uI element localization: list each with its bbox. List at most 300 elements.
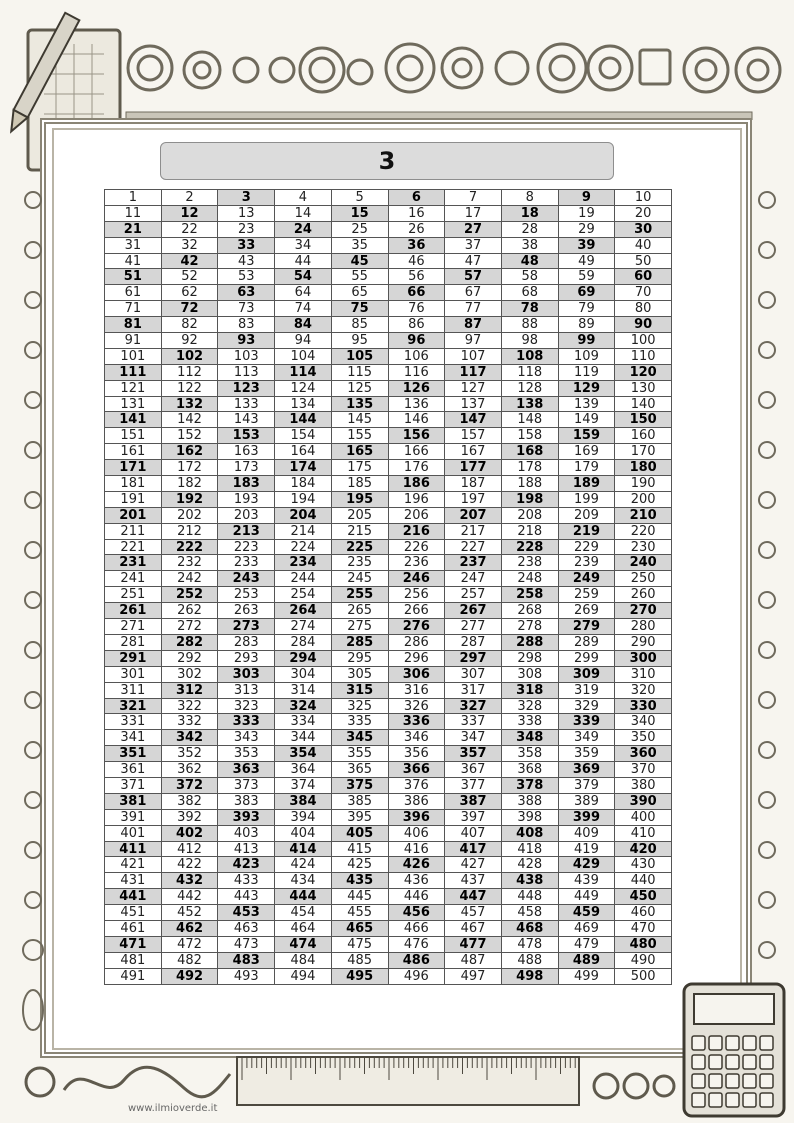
multiple-cell: 12 [162, 206, 219, 222]
number-cell: 13 [218, 206, 275, 222]
multiple-cell: 147 [445, 412, 502, 428]
number-cell: 355 [332, 746, 389, 762]
multiple-cell: 441 [105, 889, 162, 905]
multiple-cell: 336 [389, 714, 446, 730]
multiple-cell: 114 [275, 365, 332, 381]
number-cell: 238 [502, 555, 559, 571]
number-cell: 293 [218, 651, 275, 667]
number-cell: 401 [105, 826, 162, 842]
number-cell: 412 [162, 842, 219, 858]
number-cell: 296 [389, 651, 446, 667]
number-cell: 400 [615, 810, 672, 826]
multiple-cell: 222 [162, 540, 219, 556]
number-cell: 373 [218, 778, 275, 794]
number-cell: 251 [105, 587, 162, 603]
number-cell: 76 [389, 301, 446, 317]
multiple-cell: 297 [445, 651, 502, 667]
multiple-cell: 57 [445, 269, 502, 285]
number-cell: 88 [502, 317, 559, 333]
multiple-cell: 135 [332, 397, 389, 413]
number-cell: 416 [389, 842, 446, 858]
multiple-cell: 330 [615, 699, 672, 715]
number-cell: 419 [559, 842, 616, 858]
number-cell: 113 [218, 365, 275, 381]
number-cell: 464 [275, 921, 332, 937]
number-cell: 130 [615, 381, 672, 397]
number-cell: 106 [389, 349, 446, 365]
number-cell: 50 [615, 254, 672, 270]
number-cell: 350 [615, 730, 672, 746]
multiple-cell: 390 [615, 794, 672, 810]
multiple-cell: 318 [502, 683, 559, 699]
multiple-cell: 177 [445, 460, 502, 476]
multiple-cell: 324 [275, 699, 332, 715]
number-grid [104, 189, 672, 985]
multiple-cell: 15 [332, 206, 389, 222]
number-cell: 205 [332, 508, 389, 524]
number-cell: 266 [389, 603, 446, 619]
multiple-cell: 132 [162, 397, 219, 413]
multiple-cell: 3 [218, 190, 275, 206]
number-cell: 253 [218, 587, 275, 603]
multiple-cell: 483 [218, 953, 275, 969]
multiple-cell: 267 [445, 603, 502, 619]
multiple-cell: 78 [502, 301, 559, 317]
number-cell: 140 [615, 397, 672, 413]
bottom-right-ornament [588, 1068, 680, 1104]
number-cell: 89 [559, 317, 616, 333]
number-cell: 241 [105, 571, 162, 587]
multiple-cell: 375 [332, 778, 389, 794]
number-cell: 421 [105, 857, 162, 873]
multiple-cell: 174 [275, 460, 332, 476]
number-cell: 230 [615, 540, 672, 556]
number-cell: 185 [332, 476, 389, 492]
number-cell: 328 [502, 699, 559, 715]
multiple-cell: 153 [218, 428, 275, 444]
multiple-cell: 384 [275, 794, 332, 810]
multiple-cell: 243 [218, 571, 275, 587]
number-cell: 77 [445, 301, 502, 317]
multiple-cell: 360 [615, 746, 672, 762]
number-cell: 121 [105, 381, 162, 397]
multiple-cell: 138 [502, 397, 559, 413]
number-cell: 352 [162, 746, 219, 762]
title-box [160, 142, 614, 180]
number-cell: 403 [218, 826, 275, 842]
number-cell: 487 [445, 953, 502, 969]
multiple-cell: 486 [389, 953, 446, 969]
multiple-cell: 279 [559, 619, 616, 635]
number-cell: 19 [559, 206, 616, 222]
number-cell: 137 [445, 397, 502, 413]
number-cell: 208 [502, 508, 559, 524]
number-cell: 98 [502, 333, 559, 349]
number-cell: 223 [218, 540, 275, 556]
number-cell: 440 [615, 873, 672, 889]
number-cell: 119 [559, 365, 616, 381]
number-cell: 226 [389, 540, 446, 556]
right-ornament-column [752, 180, 782, 1040]
number-cell: 331 [105, 714, 162, 730]
number-cell: 418 [502, 842, 559, 858]
multiple-cell: 426 [389, 857, 446, 873]
number-cell: 47 [445, 254, 502, 270]
number-cell: 151 [105, 428, 162, 444]
multiple-cell: 36 [389, 238, 446, 254]
multiple-cell: 327 [445, 699, 502, 715]
multiple-cell: 168 [502, 444, 559, 460]
number-cell: 167 [445, 444, 502, 460]
number-cell: 359 [559, 746, 616, 762]
number-cell: 475 [332, 937, 389, 953]
number-cell: 109 [559, 349, 616, 365]
number-cell: 308 [502, 667, 559, 683]
multiple-cell: 474 [275, 937, 332, 953]
number-cell: 274 [275, 619, 332, 635]
number-cell: 458 [502, 905, 559, 921]
multiple-cell: 75 [332, 301, 389, 317]
multiple-cell: 291 [105, 651, 162, 667]
number-cell: 25 [332, 222, 389, 238]
multiple-cell: 489 [559, 953, 616, 969]
multiple-cell: 96 [389, 333, 446, 349]
number-cell: 385 [332, 794, 389, 810]
number-cell: 107 [445, 349, 502, 365]
number-cell: 413 [218, 842, 275, 858]
number-cell: 272 [162, 619, 219, 635]
number-cell: 184 [275, 476, 332, 492]
multiple-cell: 468 [502, 921, 559, 937]
number-cell: 484 [275, 953, 332, 969]
number-cell: 92 [162, 333, 219, 349]
tribal-ornament-icon [24, 1060, 234, 1104]
multiple-cell: 6 [389, 190, 446, 206]
multiple-cell: 459 [559, 905, 616, 921]
number-cell: 221 [105, 540, 162, 556]
multiple-cell: 210 [615, 508, 672, 524]
number-cell: 128 [502, 381, 559, 397]
number-cell: 356 [389, 746, 446, 762]
multiple-cell: 99 [559, 333, 616, 349]
number-cell: 320 [615, 683, 672, 699]
number-cell: 329 [559, 699, 616, 715]
number-cell: 277 [445, 619, 502, 635]
number-cell: 23 [218, 222, 275, 238]
number-cell: 175 [332, 460, 389, 476]
number-cell: 5 [332, 190, 389, 206]
website-url: www.ilmioverde.it [128, 1103, 218, 1114]
number-cell: 319 [559, 683, 616, 699]
number-cell: 437 [445, 873, 502, 889]
number-cell: 200 [615, 492, 672, 508]
number-cell: 260 [615, 587, 672, 603]
multiple-cell: 150 [615, 412, 672, 428]
number-cell: 143 [218, 412, 275, 428]
number-cell: 365 [332, 762, 389, 778]
multiple-cell: 111 [105, 365, 162, 381]
number-cell: 40 [615, 238, 672, 254]
number-cell: 397 [445, 810, 502, 826]
number-cell: 347 [445, 730, 502, 746]
multiple-cell: 321 [105, 699, 162, 715]
number-cell: 410 [615, 826, 672, 842]
multiple-cell: 159 [559, 428, 616, 444]
number-cell: 380 [615, 778, 672, 794]
number-cell: 157 [445, 428, 502, 444]
multiple-cell: 450 [615, 889, 672, 905]
number-cell: 332 [162, 714, 219, 730]
number-cell: 460 [615, 905, 672, 921]
multiple-cell: 231 [105, 555, 162, 571]
multiple-cell: 306 [389, 667, 446, 683]
multiple-cell: 33 [218, 238, 275, 254]
number-cell: 154 [275, 428, 332, 444]
calculator-icon [682, 982, 786, 1118]
number-cell: 295 [332, 651, 389, 667]
number-cell: 407 [445, 826, 502, 842]
multiple-cell: 105 [332, 349, 389, 365]
number-cell: 497 [445, 969, 502, 985]
number-cell: 215 [332, 524, 389, 540]
multiple-cell: 294 [275, 651, 332, 667]
multiple-cell: 186 [389, 476, 446, 492]
number-cell: 1 [105, 190, 162, 206]
multiple-cell: 129 [559, 381, 616, 397]
number-cell: 148 [502, 412, 559, 428]
number-cell: 232 [162, 555, 219, 571]
number-cell: 83 [218, 317, 275, 333]
number-cell: 496 [389, 969, 446, 985]
number-cell: 169 [559, 444, 616, 460]
multiple-cell: 411 [105, 842, 162, 858]
multiple-cell: 270 [615, 603, 672, 619]
multiple-cell: 156 [389, 428, 446, 444]
multiple-cell: 444 [275, 889, 332, 905]
multiple-cell: 309 [559, 667, 616, 683]
multiple-cell: 9 [559, 190, 616, 206]
number-cell: 158 [502, 428, 559, 444]
multiple-cell: 399 [559, 810, 616, 826]
multiple-cell: 396 [389, 810, 446, 826]
number-cell: 304 [275, 667, 332, 683]
multiple-cell: 423 [218, 857, 275, 873]
multiple-cell: 480 [615, 937, 672, 953]
number-cell: 236 [389, 555, 446, 571]
number-cell: 56 [389, 269, 446, 285]
multiple-cell: 453 [218, 905, 275, 921]
number-cell: 58 [502, 269, 559, 285]
number-cell: 14 [275, 206, 332, 222]
multiple-cell: 60 [615, 269, 672, 285]
multiple-cell: 492 [162, 969, 219, 985]
number-cell: 172 [162, 460, 219, 476]
multiple-cell: 378 [502, 778, 559, 794]
number-cell: 488 [502, 953, 559, 969]
multiple-cell: 144 [275, 412, 332, 428]
number-cell: 313 [218, 683, 275, 699]
multiple-cell: 90 [615, 317, 672, 333]
number-cell: 500 [615, 969, 672, 985]
number-cell: 383 [218, 794, 275, 810]
number-cell: 275 [332, 619, 389, 635]
number-cell: 235 [332, 555, 389, 571]
number-cell: 259 [559, 587, 616, 603]
number-cell: 91 [105, 333, 162, 349]
number-cell: 28 [502, 222, 559, 238]
number-cell: 220 [615, 524, 672, 540]
number-cell: 22 [162, 222, 219, 238]
multiple-cell: 477 [445, 937, 502, 953]
number-cell: 374 [275, 778, 332, 794]
multiple-cell: 207 [445, 508, 502, 524]
number-cell: 340 [615, 714, 672, 730]
number-cell: 430 [615, 857, 672, 873]
number-cell: 4 [275, 190, 332, 206]
number-cell: 35 [332, 238, 389, 254]
multiple-cell: 288 [502, 635, 559, 651]
multiple-cell: 405 [332, 826, 389, 842]
multiple-cell: 429 [559, 857, 616, 873]
number-cell: 389 [559, 794, 616, 810]
multiple-cell: 39 [559, 238, 616, 254]
page-title: 3 [378, 147, 396, 175]
number-cell: 32 [162, 238, 219, 254]
number-cell: 341 [105, 730, 162, 746]
number-cell: 71 [105, 301, 162, 317]
number-cell: 85 [332, 317, 389, 333]
number-cell: 94 [275, 333, 332, 349]
multiple-cell: 417 [445, 842, 502, 858]
number-cell: 298 [502, 651, 559, 667]
number-cell: 95 [332, 333, 389, 349]
number-cell: 448 [502, 889, 559, 905]
number-cell: 263 [218, 603, 275, 619]
multiple-cell: 27 [445, 222, 502, 238]
number-cell: 343 [218, 730, 275, 746]
number-cell: 239 [559, 555, 616, 571]
multiple-cell: 420 [615, 842, 672, 858]
multiple-cell: 342 [162, 730, 219, 746]
multiple-cell: 216 [389, 524, 446, 540]
multiple-cell: 93 [218, 333, 275, 349]
number-cell: 434 [275, 873, 332, 889]
number-cell: 160 [615, 428, 672, 444]
number-cell: 265 [332, 603, 389, 619]
multiple-cell: 192 [162, 492, 219, 508]
number-cell: 428 [502, 857, 559, 873]
number-cell: 443 [218, 889, 275, 905]
multiple-cell: 126 [389, 381, 446, 397]
number-cell: 499 [559, 969, 616, 985]
number-cell: 439 [559, 873, 616, 889]
number-cell: 349 [559, 730, 616, 746]
multiple-cell: 240 [615, 555, 672, 571]
multiple-cell: 471 [105, 937, 162, 953]
number-cell: 133 [218, 397, 275, 413]
number-cell: 242 [162, 571, 219, 587]
number-cell: 193 [218, 492, 275, 508]
number-cell: 382 [162, 794, 219, 810]
multiple-cell: 204 [275, 508, 332, 524]
number-cell: 124 [275, 381, 332, 397]
multiple-cell: 42 [162, 254, 219, 270]
multiple-cell: 228 [502, 540, 559, 556]
multiple-cell: 189 [559, 476, 616, 492]
multiple-cell: 120 [615, 365, 672, 381]
number-cell: 181 [105, 476, 162, 492]
multiple-cell: 408 [502, 826, 559, 842]
number-cell: 244 [275, 571, 332, 587]
number-cell: 155 [332, 428, 389, 444]
multiple-cell: 162 [162, 444, 219, 460]
number-cell: 122 [162, 381, 219, 397]
multiple-cell: 456 [389, 905, 446, 921]
number-cell: 86 [389, 317, 446, 333]
number-cell: 299 [559, 651, 616, 667]
number-cell: 322 [162, 699, 219, 715]
number-cell: 394 [275, 810, 332, 826]
number-cell: 82 [162, 317, 219, 333]
multiple-cell: 465 [332, 921, 389, 937]
multiple-cell: 255 [332, 587, 389, 603]
number-cell: 176 [389, 460, 446, 476]
number-cell: 472 [162, 937, 219, 953]
multiple-cell: 258 [502, 587, 559, 603]
number-cell: 392 [162, 810, 219, 826]
multiple-cell: 312 [162, 683, 219, 699]
number-cell: 398 [502, 810, 559, 826]
multiple-cell: 348 [502, 730, 559, 746]
number-cell: 310 [615, 667, 672, 683]
number-cell: 461 [105, 921, 162, 937]
multiple-cell: 18 [502, 206, 559, 222]
multiple-cell: 30 [615, 222, 672, 238]
multiple-cell: 21 [105, 222, 162, 238]
multiple-cell: 333 [218, 714, 275, 730]
number-cell: 59 [559, 269, 616, 285]
multiple-cell: 246 [389, 571, 446, 587]
number-cell: 445 [332, 889, 389, 905]
number-cell: 433 [218, 873, 275, 889]
number-cell: 217 [445, 524, 502, 540]
number-cell: 46 [389, 254, 446, 270]
number-cell: 110 [615, 349, 672, 365]
number-cell: 142 [162, 412, 219, 428]
number-cell: 446 [389, 889, 446, 905]
number-cell: 368 [502, 762, 559, 778]
number-cell: 127 [445, 381, 502, 397]
number-cell: 254 [275, 587, 332, 603]
number-cell: 422 [162, 857, 219, 873]
number-cell: 287 [445, 635, 502, 651]
number-cell: 44 [275, 254, 332, 270]
multiple-cell: 354 [275, 746, 332, 762]
number-cell: 191 [105, 492, 162, 508]
number-cell: 182 [162, 476, 219, 492]
number-cell: 134 [275, 397, 332, 413]
number-cell: 209 [559, 508, 616, 524]
multiple-cell: 276 [389, 619, 446, 635]
number-cell: 262 [162, 603, 219, 619]
number-cell: 178 [502, 460, 559, 476]
number-cell: 256 [389, 587, 446, 603]
number-cell: 376 [389, 778, 446, 794]
number-cell: 212 [162, 524, 219, 540]
number-cell: 203 [218, 508, 275, 524]
number-cell: 427 [445, 857, 502, 873]
multiple-cell: 357 [445, 746, 502, 762]
